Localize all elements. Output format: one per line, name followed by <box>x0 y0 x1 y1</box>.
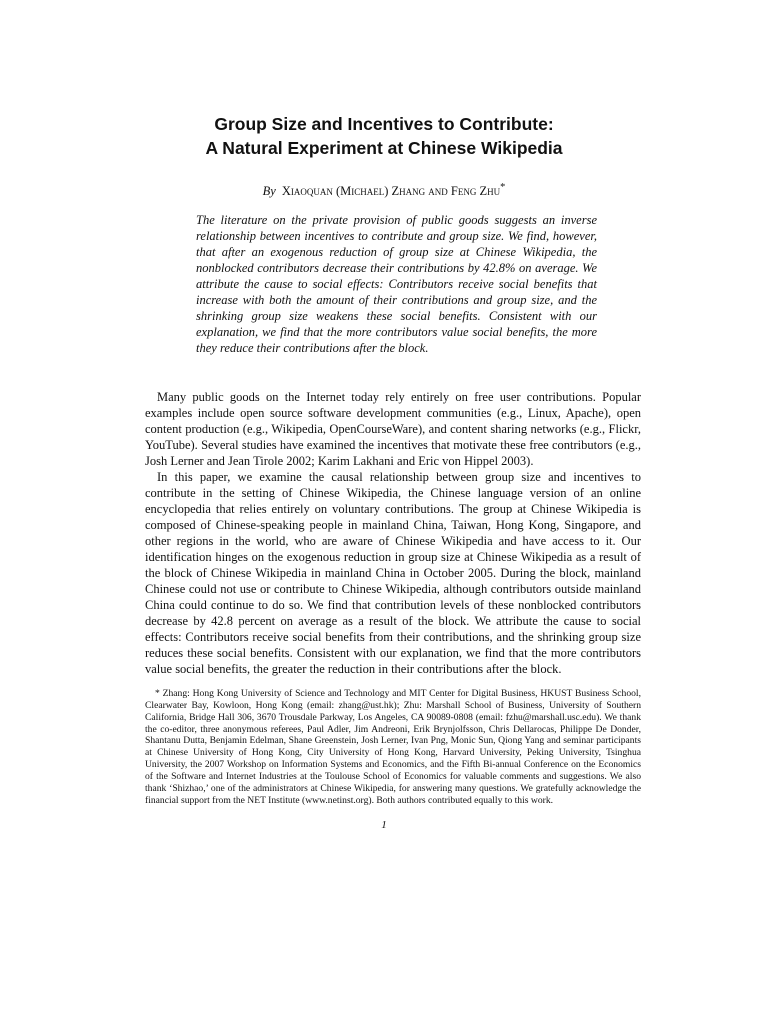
abstract: The literature on the private provision of public goods suggests an inverse relationship between incentives to contribute and group size. We find, however, that after an exogenous reduction of group size at Chinese Wikipedia, the nonblocked contributors decrease their contributions by 42.8% on average. We attribute the cause to social effects: Contributors receive social benefits that increase with both the amount of their contributions and group size, and the shrinking group size weakens these social benefits. Consistent with our explanation, we find that the more contributors value social benefits, the more they reduce their contributions after the block. <box>196 213 597 355</box>
author-names: Xiaoquan (Michael) Zhang and Feng Zhu <box>281 184 501 199</box>
title-line-2: A Natural Experiment at Chinese Wikipedia <box>205 138 563 158</box>
body-paragraph-2: In this paper, we examine the causal relationship between group size and incentives to contribute in the setting of Chinese Wikipedia, the Chinese language version of an online encyclopedia that relies entirely on voluntary contributions. The group at Chinese Wikipedia is composed of Chinese-speaking people in mainland China, Taiwan, Hong Kong, Singapore, and other regions in the world, who are aware of Chinese Wikipedia and have access to it. Our identification hinges on the exogenous reduction in group size at Chinese Wikipedia as a result of the block of Chinese Wikipedia in mainland China in October 2005. During the block, mainland Chinese could not use or contribute to Chinese Wikipedia, although contributors outside mainland China could continue to do so. We find that contribution levels of these nonblocked contributors decrease by 42.8 percent on average as a result of the block. We attribute the cause to social effects: Contributors receive social benefits from their contributions, and the shrinking group size reduces these social benefits. Consistent with our explanation, we find that the more contributors value social benefits, the greater the reduction in their contributions after the block. <box>145 470 641 676</box>
author-footnote-mark: * <box>500 182 506 193</box>
author-footnote: * Zhang: Hong Kong University of Science and Technology and MIT Center for Digital Business, HKUST Business School, Clearwater Bay, Kowloon, Hong Kong (email: zhang@ust.hk); Zhu: Marshall School of Business, University of Southern California, Bridge Hall 306, 3670 Trousdale Parkway, Los Angeles, CA 90089-0808 (email: fzhu@marshall.usc.edu). We thank the co-editor, three anonymous referees, Paul Adler, Jim Andreoni, Erik Brynjolfsson, Chris Dellarocas, Philippe De Donder, Shantanu Dutta, Benjamin Edelman, Shane Greenstein, Josh Lerner, Ivan Png, Monic Sun, Qiong Yang and seminar participants at Chinese University of Hong Kong, City University of Hong Kong, Harvard University, Peking University, Tsinghua University, the 2007 Workshop on Information Systems and Economics, and the Fifth Bi-annual Conference on the Economics of the Software and Internet Industries at the Toulouse School of Economics for valuable comments and suggestions. We also thank ‘Shizhao,’ one of the administrators at Chinese Wikipedia, for answering many questions. We gratefully acknowledge the financial support from the NET Institute (www.netinst.org). Both authors contributed equally to this work. <box>145 688 641 806</box>
paper-title <box>0 112 768 160</box>
body-paragraph-1: Many public goods on the Internet today rely entirely on free user contributions. Popular examples include open source software development communities (e.g., Linux, Apache), open content production (e.g., Wikipedia, OpenCourseWare), and content sharing networks (e.g., Flickr, YouTube). Several studies have examined the incentives that motivate these free contributors (e.g., Josh Lerner and Jean Tirole 2002; Karim Lakhani and Eric von Hippel 2003). <box>145 390 641 468</box>
page-number: 1 <box>381 819 387 831</box>
title-line-1: Group Size and Incentives to Contribute: <box>214 114 554 134</box>
body-text <box>145 389 641 677</box>
by-label: By <box>262 184 276 199</box>
author-byline <box>0 180 768 199</box>
